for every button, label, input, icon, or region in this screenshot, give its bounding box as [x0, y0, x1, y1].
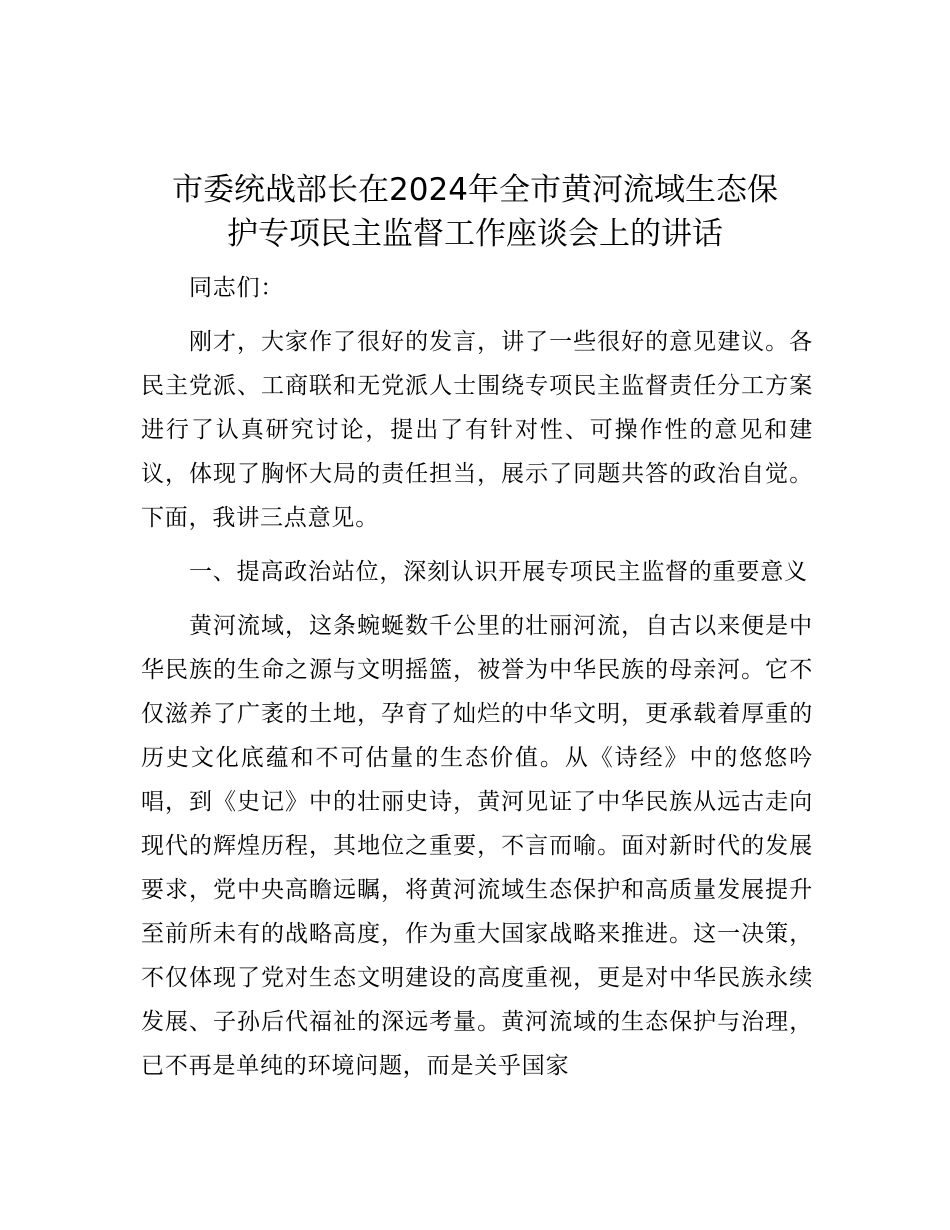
- section-heading-1: 一、提高政治站位，深刻认识开展专项民主监督的重要意义: [189, 559, 808, 585]
- paragraph-yellow-river: 黄河流域，这条蜿蜒数千公里的壮丽河流，自古以来便是中华民族的生命之源与文明摇篮，被誉为中华民族的母亲河。它不仅滋养了广袤的土地，孕育了灿烂的中华文明，更承载着厚重的历史文化底蕴和不可估量的生态价值。从《诗经》中的悠悠吟唱，到《史记》中的壮丽史诗，黄河见证了中华民族从远古走向现代的辉煌历程，其地位之重要，不言而喻。面对新时代的发展要求，党中央高瞻远瞩，将黄河流域生态保护和高质量发展提升至前所未有的战略高度，作为重大国家战略来推进。这一决策，不仅体现了党对生态文明建设的高度重视，更是对中华民族永续发展、子孙后代福祉的深远考量。黄河流域的生态保护与治理，已不再是单纯的环境问题，而是关乎国家: [141, 613, 813, 1079]
- greeting: 同志们：: [189, 275, 285, 301]
- paragraph-opening: 刚才，大家作了很好的发言，讲了一些很好的意见建议。各民主党派、工商联和无党派人士围绕专项民主监督责任分工方案进行了认真研究讨论，提出了有针对性、可操作性的意见和建议，体现了胸怀大局的责任担当，展示了同题共答的政治自觉。下面，我讲三点意见。: [141, 329, 813, 531]
- document-body: [141, 266, 813, 1088]
- title-line-1: 市委统战部长在2024年全市黄河流域生态保: [172, 172, 778, 208]
- title-line-2: 护专项民主监督工作座谈会上的讲话: [227, 216, 723, 252]
- document-title: [120, 168, 830, 256]
